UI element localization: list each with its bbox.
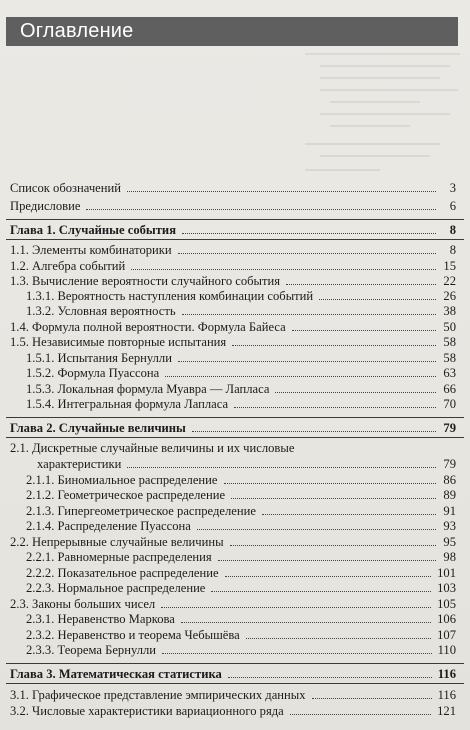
dot-leader — [225, 576, 432, 577]
dot-leader — [127, 191, 436, 192]
toc-entry-page: 121 — [437, 704, 456, 718]
toc-entry-label: 2.3.1. Неравенство Маркова — [26, 612, 175, 626]
toc-entry-label: Глава 3. Математическая статистика — [10, 667, 222, 681]
toc-entry[interactable] — [26, 565, 456, 581]
toc-entry-page: 95 — [443, 535, 456, 549]
dot-leader — [165, 376, 436, 377]
dot-leader — [127, 467, 436, 468]
toc-entry-page: 105 — [437, 597, 456, 611]
toc-entry-label: 1.3.2. Условная вероятность — [26, 304, 176, 318]
toc-entry-label: 1.5.1. Испытания Бернулли — [26, 351, 172, 365]
toc-entry-label: 1.2. Алгебра событий — [10, 259, 126, 273]
divider — [6, 417, 464, 418]
dot-leader — [234, 407, 436, 408]
toc-entry-page: 8 — [449, 223, 456, 237]
toc-entry-label: 1.3.1. Вероятность наступления комбинации событий — [26, 289, 314, 303]
toc-entry-page: 8 — [449, 243, 456, 257]
toc-entry-page: 70 — [443, 397, 456, 411]
page-title: Оглавление — [20, 20, 134, 42]
toc-entry-page: 63 — [443, 366, 456, 380]
toc-entry-label: 1.1. Элементы комбинаторики — [10, 243, 172, 257]
toc-entry-page: 79 — [443, 457, 456, 471]
toc-entry-label: 3.2. Числовые характеристики вариационного ряда — [10, 704, 284, 718]
toc-entry[interactable] — [10, 258, 456, 274]
toc-entry-label: 2.3.3. Теорема Бернулли — [26, 643, 157, 657]
dot-leader — [228, 677, 432, 678]
toc-entry-page: 110 — [437, 643, 456, 657]
toc-entry-page: 107 — [437, 628, 456, 642]
dot-leader — [286, 284, 436, 285]
dot-leader — [182, 314, 436, 315]
toc-entry[interactable] — [26, 611, 456, 627]
toc-entry-page: 91 — [443, 504, 456, 518]
toc-entry[interactable] — [10, 273, 456, 289]
dot-leader — [178, 253, 436, 254]
toc-entry-page: 26 — [443, 289, 456, 303]
toc-entry[interactable] — [10, 242, 456, 258]
dot-leader — [275, 392, 436, 393]
toc-entry-label: 2.2.3. Нормальное распределение — [26, 581, 206, 595]
toc-entry[interactable] — [26, 503, 456, 519]
toc-entry-label: 2.3. Законы больших чисел — [10, 597, 156, 611]
toc-entry-label: 2.2. Непрерывные случайные величины — [10, 535, 224, 549]
toc-entry[interactable] — [26, 472, 456, 488]
toc-chapter[interactable] — [10, 666, 456, 682]
toc-chapter[interactable] — [10, 420, 456, 436]
dot-leader — [86, 209, 436, 210]
toc-entry-page: 116 — [437, 667, 456, 681]
dot-leader — [292, 330, 436, 331]
toc-entry[interactable] — [26, 627, 456, 643]
dot-leader — [211, 591, 431, 592]
toc-entry[interactable] — [26, 518, 456, 534]
toc-entry-page: 15 — [443, 259, 456, 273]
toc-entry-label: 2.1.1. Биномиальное распределение — [26, 473, 218, 487]
toc-entry-page: 106 — [437, 612, 456, 626]
dot-leader — [319, 299, 436, 300]
dot-leader — [262, 514, 436, 515]
toc-entry-page: 50 — [443, 320, 456, 334]
toc-entry[interactable] — [26, 549, 456, 565]
toc-entry[interactable] — [26, 350, 456, 366]
toc-entry-label: 1.5.2. Формула Пуассона — [26, 366, 160, 380]
toc-entry-page: 58 — [443, 335, 456, 349]
toc-entry[interactable] — [26, 487, 456, 503]
dot-leader — [178, 361, 436, 362]
toc-entry[interactable] — [37, 456, 456, 472]
toc-entry[interactable] — [10, 687, 456, 703]
toc-entry-label: 1.5. Независимые повторные испытания — [10, 335, 227, 349]
divider — [6, 683, 464, 684]
toc-entry-label: 2.3.2. Неравенство и теорема Чебышёва — [26, 628, 240, 642]
dot-leader — [231, 498, 436, 499]
dot-leader — [218, 560, 436, 561]
toc-entry[interactable] — [10, 334, 456, 350]
toc-entry[interactable] — [10, 703, 456, 719]
toc-entry-page: 3 — [449, 181, 456, 195]
toc-entry[interactable] — [26, 381, 456, 397]
toc-entry-label: Список обозначений — [10, 181, 121, 195]
toc-entry-label: 2.1.4. Распределение Пуассона — [26, 519, 191, 533]
toc-entry-page: 22 — [443, 274, 456, 288]
dot-leader — [181, 622, 431, 623]
dot-leader — [312, 698, 432, 699]
toc-entry[interactable] — [10, 534, 456, 550]
toc-entry-label: 2.2.2. Показательное распределение — [26, 566, 219, 580]
dot-leader — [162, 653, 432, 654]
toc-entry[interactable] — [26, 288, 456, 304]
dot-leader — [192, 431, 436, 432]
toc-entry-page: 93 — [443, 519, 456, 533]
dot-leader — [230, 545, 436, 546]
dot-leader — [131, 269, 436, 270]
toc-entry-label: Глава 1. Случайные события — [10, 223, 177, 237]
divider — [6, 437, 464, 438]
toc-entry-label: 2.1.3. Гипергеометрическое распределение — [26, 504, 256, 518]
toc-entry-page: 86 — [443, 473, 456, 487]
toc-entry-page: 101 — [437, 566, 456, 580]
toc-entry-page: 6 — [449, 199, 456, 213]
toc-entry-page: 98 — [443, 550, 456, 564]
toc-entry[interactable] — [10, 319, 456, 335]
toc-entry-page: 116 — [437, 688, 456, 702]
divider — [6, 219, 464, 220]
toc-entry[interactable] — [26, 396, 456, 412]
toc-entry[interactable] — [10, 198, 456, 214]
toc-entry[interactable] — [26, 580, 456, 596]
toc-entry-label: 1.3. Вычисление вероятности случайного события — [10, 274, 281, 288]
toc-entry[interactable] — [10, 180, 456, 196]
toc-entry-label: Предисловие — [10, 199, 81, 213]
toc-entry-label: характеристики — [37, 457, 122, 471]
toc-entry-page: 89 — [443, 488, 456, 502]
toc-entry-label: 1.4. Формула полной вероятности. Формула Байеса — [10, 320, 286, 334]
toc-entry[interactable] — [26, 303, 456, 319]
dot-leader — [197, 529, 436, 530]
toc-entry-label: 1.5.3. Локальная формула Муавра — Лапласа — [26, 382, 270, 396]
dot-leader — [246, 638, 431, 639]
toc-entry[interactable] — [26, 642, 456, 658]
toc-chapter[interactable] — [10, 222, 456, 238]
dot-leader — [161, 607, 431, 608]
toc-entry-page: 79 — [443, 421, 456, 435]
divider — [6, 663, 464, 664]
toc-entry-page: 38 — [443, 304, 456, 318]
dot-leader — [182, 233, 436, 234]
toc-entry-label: 2.2.1. Равномерные распределения — [26, 550, 212, 564]
divider — [6, 239, 464, 240]
toc-entry-label-line1: 2.1. Дискретные случайные величины и их числовые — [10, 441, 295, 455]
toc-entry-label: 1.5.4. Интегральная формула Лапласа — [26, 397, 229, 411]
dot-leader — [290, 714, 431, 715]
toc-entry-label: 2.1.2. Геометрическое распределение — [26, 488, 226, 502]
toc-entry[interactable] — [10, 596, 456, 612]
toc-entry-label: Глава 2. Случайные величины — [10, 421, 186, 435]
dot-leader — [232, 345, 436, 346]
dot-leader — [224, 483, 437, 484]
toc-entry-page: 66 — [443, 382, 456, 396]
toc-entry-page: 58 — [443, 351, 456, 365]
toc-entry[interactable] — [26, 365, 456, 381]
toc-entry-label: 3.1. Графическое представление эмпирических данных — [10, 688, 306, 702]
toc-entry-page: 103 — [437, 581, 456, 595]
